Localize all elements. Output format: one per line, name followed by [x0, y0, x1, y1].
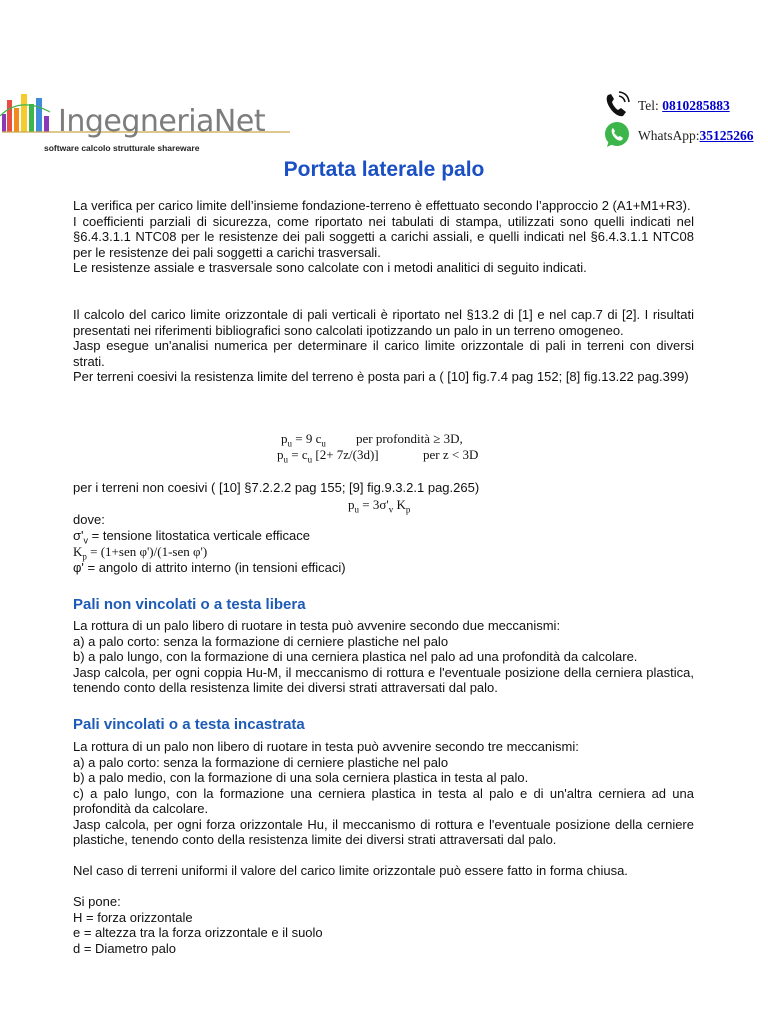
definition-phi: φ' = angolo di attrito interno (in tensioni efficaci)	[73, 560, 346, 575]
formula-symbol: p	[348, 497, 355, 512]
formula-noncohesive	[348, 497, 410, 515]
formula-expression: = 9 c	[292, 431, 322, 446]
definition-subscript: v	[83, 535, 89, 546]
logo-subtitle: software calcolo strutturale shareware	[44, 143, 200, 153]
page-title: Portata laterale palo	[283, 158, 485, 181]
variable-definition: H = forza orizzontale	[73, 909, 193, 925]
section-line: La rottura di un palo non libero di ruotare in testa può avvenire secondo tre meccanismi:	[73, 739, 579, 754]
section-line: a) a palo corto: senza la formazione di cerniere plastiche nel palo	[73, 633, 449, 649]
formula-expression: [2+ 7z/(3d)]	[312, 447, 379, 462]
intro-line: I coefficienti parziali di sicurezza, come riportato nei tabulati di stampa, utilizzati sono quelli indicati nel §6.4.3.1.1 NTC08 per le resistenze dei pali soggetti a carichi assiali, e quelli indicati nel §6.4.3.1.1 NTC08 per le resistenze dei pali soggetti a carichi trasversali.	[73, 213, 694, 260]
intro-paragraph	[73, 198, 694, 276]
formula-condition: per z < 3D	[423, 447, 479, 462]
formula-symbol: p	[277, 447, 284, 462]
intro-line: Le resistenze assiale e trasversale sono calcolate con i metodi analitici di seguito indicati.	[73, 260, 587, 275]
tel-label: Tel:	[638, 98, 659, 113]
logo-text: IngegneriaNet	[58, 104, 266, 139]
section-line: b) a palo lungo, con la formazione di una cerniera plastica nel palo ad una profondità da calcolare.	[73, 649, 638, 664]
section-line: a) a palo corto: senza la formazione di cerniere plastiche nel palo	[73, 754, 449, 770]
formula-cohesive-deep	[281, 431, 463, 449]
section-line: Si pone:	[73, 894, 121, 909]
formula-subscript: u	[307, 454, 313, 465]
formula-subscript: u	[287, 438, 292, 449]
spacer	[73, 848, 694, 864]
definition-symbol: K	[73, 544, 83, 559]
section-heading-free-head: Pali non vincolati o a testa libera	[73, 596, 306, 613]
formula-subscript: u	[283, 454, 288, 465]
whatsapp-icon	[602, 120, 632, 150]
section-line: c) a palo lungo, con la formazione una cerniera plastica in testa al palo e di un'altra cerniera ad una profondità da calcolare.	[73, 785, 694, 816]
whatsapp-label: WhatsApp:	[638, 128, 700, 143]
formula-subscript: p	[405, 504, 411, 515]
definition-subscript: p	[82, 551, 87, 562]
calc-paragraph	[73, 307, 694, 385]
formula-expression: K	[393, 497, 406, 512]
intro-line: La verifica per carico limite dell’insieme fondazione-terreno è effettuato secondo l’approccio 2 (A1+M1+R3).	[73, 198, 691, 213]
variable-definition: d = Diametro palo	[73, 940, 176, 956]
formula-symbol: p	[281, 431, 288, 446]
section-fixed-head-body	[73, 739, 694, 956]
formula-cohesive-shallow	[277, 447, 479, 465]
noncohesive-text: per i terreni non coesivi ( [10] §7.2.2.2 pag 155; [9] fig.9.3.2.1 pag.265)	[73, 480, 480, 495]
definition-text: = tensione litostatica verticale efficace	[88, 528, 310, 543]
section-line: La rottura di un palo libero di ruotare in testa può avvenire secondo due meccanismi:	[73, 618, 561, 633]
definitions-dove: dove:	[73, 512, 105, 527]
spacer	[73, 879, 694, 895]
definition-symbol: σ'	[73, 528, 84, 543]
definition-text: = (1+sen φ')/(1-sen φ')	[86, 544, 208, 559]
formula-subscript: v	[388, 504, 394, 515]
calc-line: Per terreni coesivi la resistenza limite del terreno è posta pari a ( [10] fig.7.4 pag 152; [8] fig.13.22 pag.399)	[73, 369, 689, 384]
section-line: Jasp calcola, per ogni forza orizzontale Hu, il meccanismo di rottura e l'eventuale posizione della cerniere plastiche, tenendo conto della resistenza limite dei diversi strati attraversati dal palo.	[73, 816, 694, 847]
formula-subscript: u	[321, 438, 326, 449]
section-line: Jasp calcola, per ogni coppia Hu-M, il meccanismo di rottura e l'eventuale posizione della cerniera plastica, tenendo conto della resistenza limite dei diversi strati attraversati dal palo.	[73, 664, 694, 695]
section-line: Nel caso di terreni uniformi il valore del carico limite orizzontale può essere fatto in forma chiusa.	[73, 863, 628, 878]
section-free-head-body	[73, 618, 694, 696]
section-line: b) a palo medio, con la formazione di una sola cerniera plastica in testa al palo.	[73, 770, 529, 785]
section-heading-fixed-head: Pali vincolati o a testa incastrata	[73, 716, 305, 733]
formula-expression: = c	[288, 447, 308, 462]
calc-line: Jasp esegue un'analisi numerica per determinare il carico limite orizzontale di pali in terreni con diversi strati.	[73, 338, 694, 369]
formula-expression: = 3σ'	[359, 497, 389, 512]
tel-link[interactable]: 0810285883	[662, 98, 730, 113]
whatsapp-link[interactable]: 35125266	[699, 128, 754, 143]
variable-definition: e = altezza tra la forza orizzontale e il suolo	[73, 925, 323, 940]
calc-line: Il calcolo del carico limite orizzontale di pali verticali è riportato nel §13.2 di [1] e nel cap.7 di [2]. I risultati presentati nei riferimenti bibliografici sono calcolati ipotizzando un palo in un terreno omogeneo.	[73, 307, 694, 338]
formula-condition: per profondità ≥ 3D,	[356, 431, 463, 446]
phone-icon	[602, 90, 632, 120]
formula-subscript: u	[354, 504, 359, 515]
